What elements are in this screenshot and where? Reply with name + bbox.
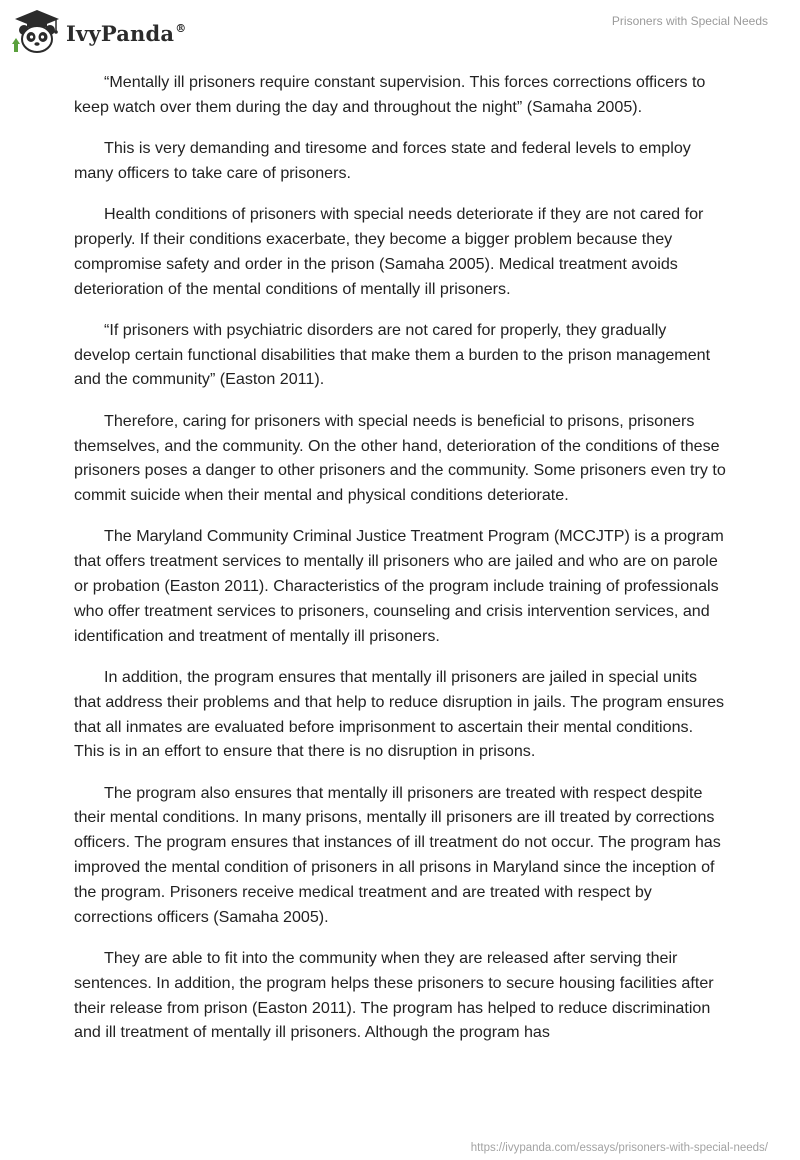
essay-body (74, 70, 726, 1062)
source-url[interactable]: https://ivypanda.com/essays/prisoners-with-special-needs/ (470, 1142, 768, 1154)
logo-text: IvyPanda® (66, 20, 187, 46)
page-header (0, 0, 800, 66)
paragraph: Health conditions of prisoners with special needs deteriorate if they are not cared for properly. If their conditions exacerbate, they become a bigger problem because they compromise safety and order in the prison (Samaha 2005). Medical treatment avoids deterioration of the mental conditions of mentally ill prisoners. (74, 205, 704, 298)
paragraph: In addition, the program ensures that mentally ill prisoners are jailed in special units that address their problems and that help to reduce disruption in jails. The program ensures that all inmates are evaluated before imprisonment to ascertain their mental conditions. This is in an effort to ensure that there is no disruption in prisons. (74, 667, 725, 761)
logo[interactable] (12, 8, 186, 54)
paragraph: “Mentally ill prisoners require constant supervision. This forces corrections officers to keep watch over them during the day and throughout the night” (Samaha 2005). (74, 73, 706, 116)
paragraph: This is very demanding and tiresome and forces state and federal levels to employ many officers to take care of prisoners. (74, 139, 691, 182)
paragraph: They are able to fit into the community when they are released after serving their sentences. In addition, the program helps these prisoners to secure housing facilities after their release from prison (Easton 2011). The program has helped to reduce discrimination and ill treatment of mentally ill prisoners. Although the program has (74, 948, 714, 1042)
paragraph: The Maryland Community Criminal Justice Treatment Program (MCCJTP) is a program that offers treatment services to mentally ill prisoners who are jailed and who are on parole or probation (Easton 2011). Characteristics of the program include training of professionals who offer treatment services to prisoners, counseling and crisis intervention services, and identification and treatment of mentally ill prisoners. (74, 527, 724, 645)
paragraph: “If prisoners with psychiatric disorders are not cared for properly, they gradually develop certain functional disabilities that make them a burden to the prison management and the community” (Easton 2011). (74, 320, 711, 389)
page-title: Prisoners with Special Needs (611, 14, 768, 28)
panda-logo-icon (12, 8, 62, 54)
paragraph: The program also ensures that mentally ill prisoners are treated with respect despite their mental conditions. In many prisons, mentally ill prisoners are ill treated by corrections officers. The program ensures that instances of ill treatment do not occur. The program has improved the mental condition of prisoners in all prisons in Maryland since the inception of the program. Prisoners receive medical treatment and are treated with respect by corrections officers (Samaha 2005). (74, 783, 721, 926)
paragraph: Therefore, caring for prisoners with special needs is beneficial to prisons, prisoners themselves, and the community. On the other hand, deterioration of the conditions of these prisoners poses a danger to other prisoners and the community. Some prisoners even try to commit suicide when their mental and physical conditions deteriorate. (74, 411, 726, 505)
